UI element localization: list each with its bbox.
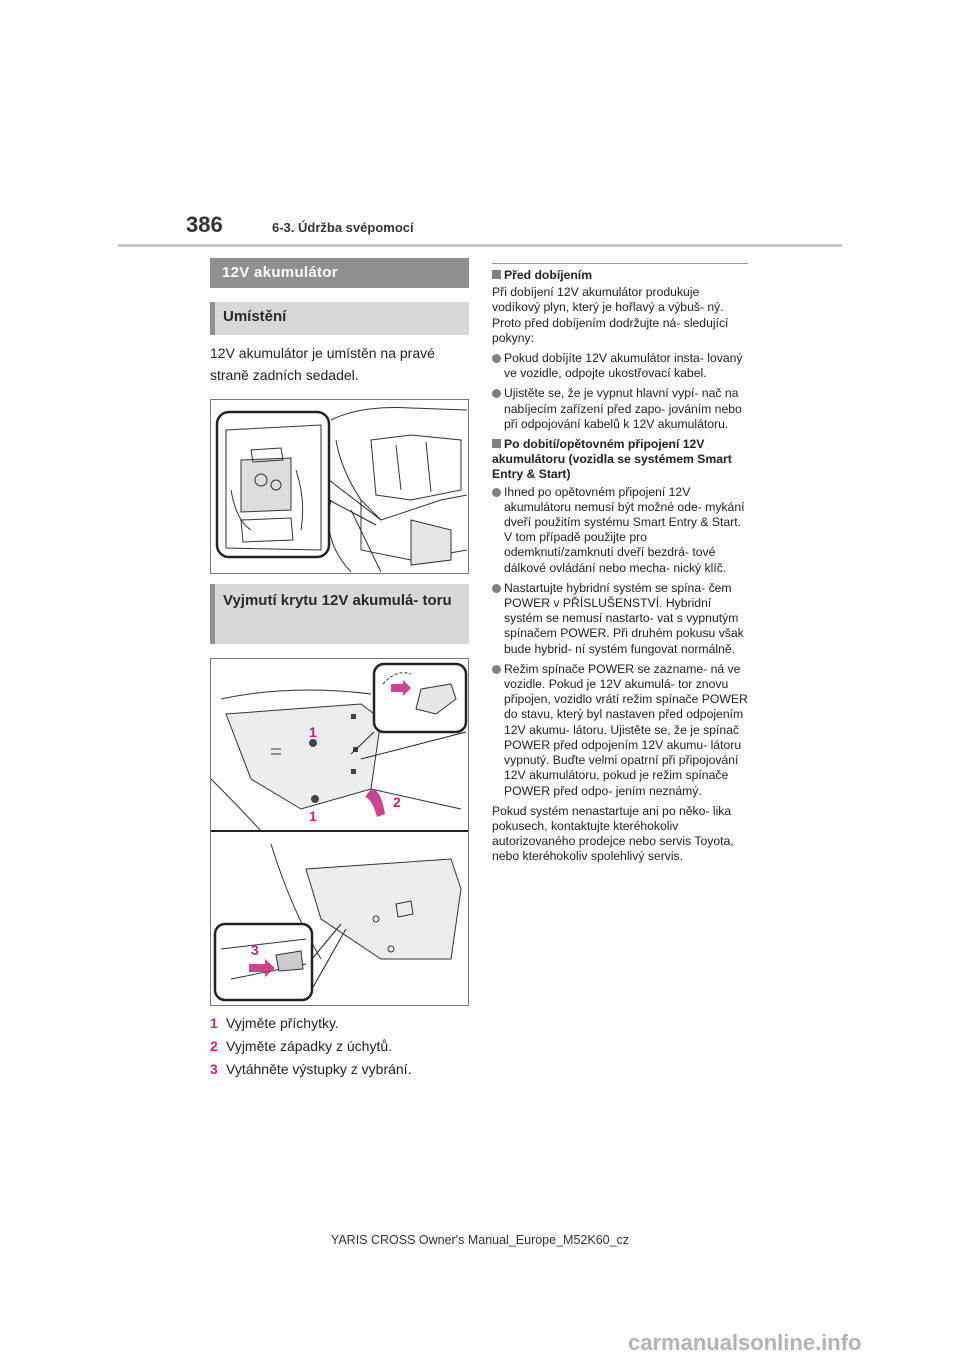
bullet-text: Ihned po opětovném připojení 12V akumulátoru nemusí být možné ode- mykání dveří použitím systému Smart Entry & Start. V tom případě použijte pro odemknutí/zamknutí dveří bezdrá- tové dálkové ovládání nebo mecha- nický klíč.: [504, 484, 745, 575]
bullet-text: Pokud dobíjíte 12V akumulátor insta- lovaný ve vozidle, odpojte ukostřovací kabel.: [504, 351, 743, 381]
battery-location-figure: [210, 399, 469, 574]
square-bullet-icon: [492, 270, 501, 279]
step-number: 2: [210, 1038, 218, 1054]
closing-text: Pokud systém nenastartuje ani po něko- lika pokusech, kontaktujte kteréhokoliv autorizovaného prodejce nebo servis Toyota, nebo kteréhokoliv spolehlivý servis.: [492, 803, 734, 864]
before-charging-heading: [492, 268, 750, 283]
cover-removal-illustration: [211, 659, 468, 1005]
figure-label-1-top: 1: [309, 724, 317, 740]
step-2: [210, 1035, 472, 1058]
cover-removal-figure: [210, 658, 469, 1006]
watermark: carmanualsonline.info: [628, 1330, 862, 1355]
bullet-text: Nastartujte hybridní systém se spína- čem POWER v PŘÍSLUŠENSTVÍ. Hybridní systém se nemusí nastarto- vat s vypnutým spínačem POWER. Při druhém pokusu však bude hybrid- ní systém fungovat normálně.: [504, 580, 744, 656]
figure-label-1-bottom: 1: [309, 808, 317, 824]
bullet-text: Ujistěte se, že je vypnut hlavní vypí- nač na nabíjecím zařízení před zapo- jováním nebo při odpojování kabelů k 12V akumulátoru.: [504, 386, 742, 431]
after-bullet: [492, 581, 750, 657]
topic-banner-label: 12V akumulátor: [222, 264, 338, 281]
header-rule: [118, 244, 842, 247]
after-reconnect-heading: [492, 437, 750, 483]
step-text: Vyjměte západky z úchytů.: [226, 1038, 393, 1054]
location-heading: Umístění: [210, 302, 469, 335]
topic-banner: [210, 258, 469, 288]
after-reconnect-heading-text: Po dobití/opětovném připojení 12V akumulátoru (vozidla se systémem Smart Entry & Start): [492, 437, 732, 482]
removal-heading: Vyjmutí krytu 12V akumulá- toru: [210, 584, 469, 644]
step-3: [210, 1058, 472, 1081]
bullet-dot-icon: [492, 389, 501, 398]
page-footer: YARIS CROSS Owner's Manual_Europe_M52K60_cz: [330, 1233, 630, 1247]
right-column: [492, 262, 750, 870]
before-charging-heading-text: Před dobíjením: [504, 268, 593, 282]
removal-steps: [210, 1012, 472, 1081]
figure-label-3: 3: [251, 942, 259, 958]
after-bullet: [492, 485, 750, 576]
bullet-dot-icon: [492, 354, 501, 363]
bullet-dot-icon: [492, 488, 501, 497]
battery-location-illustration: [211, 400, 468, 573]
section-title: 6-3. Údržba svépomocí: [272, 220, 414, 235]
before-bullet: [492, 386, 750, 432]
figure-label-2: 2: [393, 794, 401, 810]
bullet-dot-icon: [492, 584, 501, 593]
after-bullet: [492, 662, 750, 799]
location-text: 12V akumulátor je umístěn na pravé straně zadních sedadel.: [210, 345, 435, 383]
step-1: [210, 1012, 472, 1035]
bullet-text: Režim spínače POWER se zazname- ná ve vozidle. Pokud je 12V akumulá- tor znovu připojen, vozidlo vrátí režim spínače POWER do stavu, který byl nastaven před odpojením 12V akumu- látoru. Ujistěte se, že je spínač POWER před odpojením 12V akumu- látoru vypnutý. Buďte velmi opatrní při připojování 12V akumulátoru, pokud je režim spínače POWER před odpo- jením neznámý.: [504, 661, 748, 798]
step-number: 3: [210, 1061, 218, 1077]
square-bullet-icon: [492, 439, 501, 448]
bullet-dot-icon: [492, 665, 501, 674]
step-number: 1: [210, 1015, 218, 1031]
step-text: Vyjměte příchytky.: [226, 1015, 339, 1031]
before-bullet: [492, 351, 750, 381]
before-charging-text: Při dobíjení 12V akumulátor produkuje vodíkový plyn, který je hořlavý a výbuš- ný. Proto před dobíjením dodržujte ná- sledující pokyny:: [492, 285, 729, 345]
page-number: 386: [186, 212, 223, 237]
step-text: Vytáhněte výstupky z vybrání.: [226, 1061, 412, 1077]
